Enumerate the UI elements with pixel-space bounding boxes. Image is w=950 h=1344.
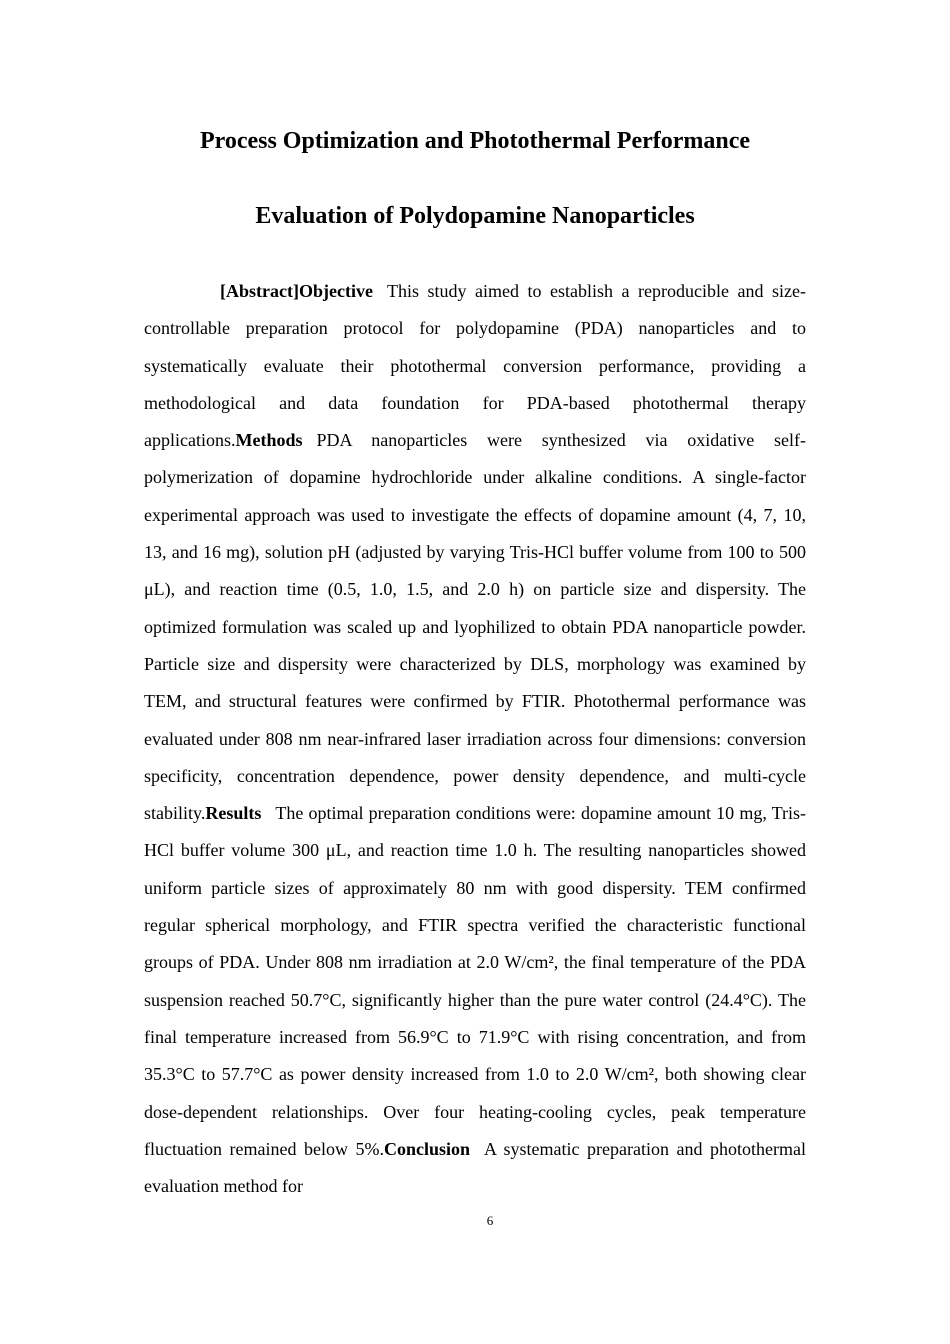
page-number: 6 bbox=[486, 1213, 494, 1228]
abstract-conclusion-label: Conclusion bbox=[383, 1138, 471, 1159]
abstract-results-label: Results bbox=[205, 803, 262, 824]
abstract-methods-text: PDA nanoparticles were synthesized via oxidative self-polymerization of dopamine hydrochloride under alkaline conditions. A single-factor experimental approach was used to investigate the effects of dopamine amount (4, 7, 10, 13, and 16 mg), solution pH (adjusted by varying Tris-HCl buffer volume from 100 to 500 μL), and reaction time (0.5, 1.0, 1.5, and 2.0 h) on particle size and dispersity. The optimized formulation was scaled up and lyophilized to obtain PDA nanoparticle powder. Particle size and dispersity were characterized by DLS, morphology was examined by TEM, and structural features were confirmed by FTIR. Photothermal performance was evaluated under 808 nm near-infrared laser irradiation across four dimensions: conversion specificity, concentration dependence, power density dependence, and multi-cycle stability. bbox=[144, 430, 806, 824]
document-title-line-2: Evaluation of Polydopamine Nanoparticles bbox=[255, 203, 695, 229]
abstract-conclusion-text: A systematic preparation and photothermal evaluation method for bbox=[144, 1138, 806, 1197]
abstract-paragraph bbox=[144, 273, 806, 1205]
abstract-objective-label: [Abstract]Objective bbox=[220, 281, 373, 301]
document-title-line-1: Process Optimization and Photothermal Performance bbox=[199, 128, 751, 154]
abstract-objective-text: This study aimed to establish a reproducible and size-controllable preparation protocol for polydopamine (PDA) nanoparticles and to systematically evaluate their photothermal conversion performance, providing a methodological and data foundation for PDA-based photothermal therapy applications. bbox=[144, 281, 806, 451]
abstract-methods-label: Methods bbox=[235, 430, 303, 451]
abstract-results-text: The optimal preparation conditions were: dopamine amount 10 mg, Tris-HCl buffer volume 300 μL, and reaction time 1.0 h. The resulting nanoparticles showed uniform particle sizes of approximately 80 nm with good dispersity. TEM confirmed regular spherical morphology, and FTIR spectra verified the characteristic functional groups of PDA. Under 808 nm irradiation at 2.0 W/cm², the final temperature of the PDA suspension reached 50.7°C, significantly higher than the pure water control (24.4°C). The final temperature increased from 56.9°C to 71.9°C with rising concentration, and from 35.3°C to 57.7°C as power density increased from 1.0 to 2.0 W/cm², both showing clear dose-dependent relationships. Over four heating-cooling cycles, peak temperature fluctuation remained below 5%. bbox=[144, 803, 806, 1159]
